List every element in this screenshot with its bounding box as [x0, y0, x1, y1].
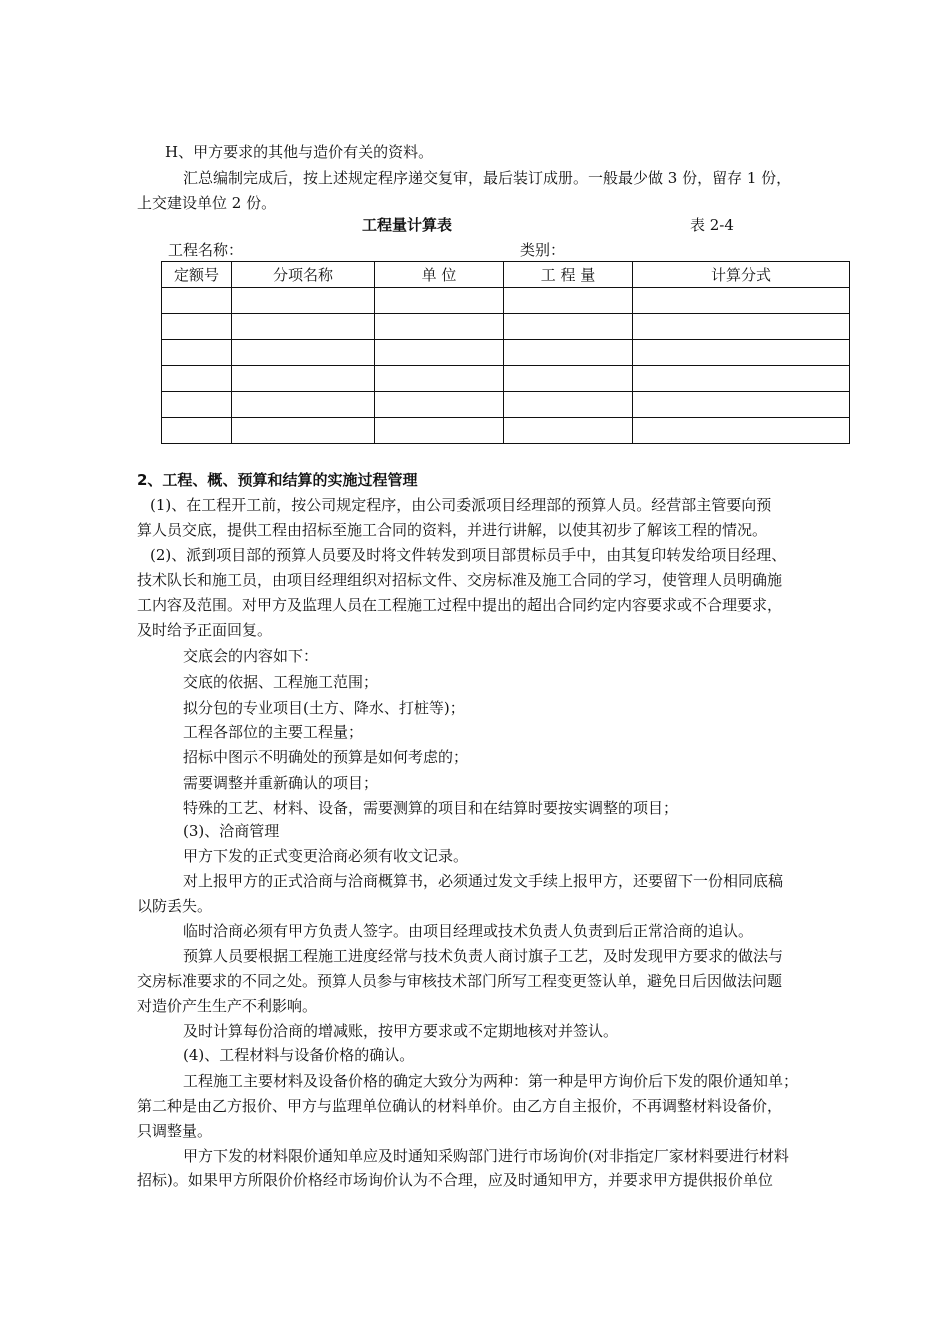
table-cell [232, 314, 375, 340]
table-cell [504, 340, 633, 366]
table-cell [162, 340, 232, 366]
item-h-text: H、甲方要求的其他与造价有关的资料。 [165, 143, 434, 161]
table-row [162, 340, 850, 366]
project-name-label: 工程名称： [168, 241, 244, 259]
table-cell [633, 418, 850, 444]
table-cell [162, 418, 232, 444]
table-cell [375, 418, 504, 444]
table-cell [375, 366, 504, 392]
section-2-line: 交房标准要求的不同之处。预算人员参与审核技术部门所写工程变更签认单，避免日后因做法问题 [137, 972, 783, 990]
table-cell [162, 314, 232, 340]
section-2-line: 甲方下发的材料限价通知单应及时通知采购部门进行市场询价(对非指定厂家材料要进行材料 [183, 1147, 789, 1165]
section-2-line: 拟分包的专业项目(土方、降水、打桩等)； [183, 699, 465, 717]
section-2-line: 对上报甲方的正式洽商与洽商概算书，必须通过发文手续上报甲方，还要留下一份相同底稿 [183, 872, 784, 890]
section-2-line: 交底的依据、工程施工范围； [183, 673, 379, 691]
table-row [162, 418, 850, 444]
section-2-line: 技术队长和施工员，由项目经理组织对招标文件、交房标准及施工合同的学习，使管理人员明确施 [137, 571, 783, 589]
section-2-line: 及时计算每份洽商的增减账，按甲方要求或不定期地核对并签认。 [183, 1022, 619, 1040]
table-title: 工程量计算表 [362, 216, 453, 234]
summary-text-line-2: 上交建设单位 2 份。 [137, 194, 277, 212]
table-row [162, 314, 850, 340]
header-item-name: 分项名称 [232, 262, 375, 288]
table-cell [633, 392, 850, 418]
section-2-line: 工内容及范围。对甲方及监理人员在工程施工过程中提出的超出合同约定内容要求或不合理要求， [137, 596, 783, 614]
table-cell [232, 340, 375, 366]
header-unit: 单 位 [375, 262, 504, 288]
table-cell [504, 392, 633, 418]
table-number: 表 2-4 [690, 216, 734, 234]
table-cell [633, 288, 850, 314]
table-cell [375, 392, 504, 418]
section-2-line: 招标中图示不明确处的预算是如何考虑的； [183, 748, 469, 766]
section-2-line: 以防丢失。 [137, 897, 213, 915]
section-2-line: (3)、洽商管理 [183, 822, 280, 840]
section-2-line: 甲方下发的正式变更洽商必须有收文记录。 [183, 847, 469, 865]
section-2-line: 工程施工主要材料及设备价格的确定大致分为两种：第一种是甲方询价后下发的限价通知单； [183, 1072, 799, 1090]
table-cell [162, 366, 232, 392]
section-2-line: (1)、在工程开工前，按公司规定程序，由公司委派项目经理部的预算人员。经营部主管要向预 [150, 496, 772, 514]
table-cell [375, 314, 504, 340]
table-cell [375, 340, 504, 366]
table-row [162, 392, 850, 418]
section-2-line: 只调整量。 [137, 1122, 213, 1140]
section-2-line: 特殊的工艺、材料、设备，需要测算的项目和在结算时要按实调整的项目； [183, 799, 679, 817]
table-cell [162, 288, 232, 314]
section-2-line: 第二种是由乙方报价、甲方与监理单位确认的材料单价。由乙方自主报价，不再调整材料设备价， [137, 1097, 783, 1115]
table-header-row [162, 262, 850, 288]
table-cell [633, 314, 850, 340]
table-row [162, 288, 850, 314]
section-2-line: 招标)。如果甲方所限价价格经市场询价认为不合理，应及时通知甲方，并要求甲方提供报价单位 [137, 1171, 773, 1189]
header-quota-no: 定额号 [162, 262, 232, 288]
section-2-line: 预算人员要根据工程施工进度经常与技术负责人商讨旗子工艺，及时发现甲方要求的做法与 [183, 947, 784, 965]
table-cell [162, 392, 232, 418]
header-formula: 计算分式 [633, 262, 850, 288]
table-cell [504, 366, 633, 392]
section-2-line: (4)、工程材料与设备价格的确认。 [183, 1046, 415, 1064]
table-cell [375, 288, 504, 314]
section-2-title: 2、工程、概、预算和结算的实施过程管理 [137, 471, 418, 489]
quantity-calculation-table [161, 261, 850, 444]
table-cell [504, 314, 633, 340]
table-row [162, 366, 850, 392]
table-cell [633, 366, 850, 392]
category-label: 类别： [520, 241, 566, 259]
section-2-line: 算人员交底，提供工程由招标至施工合同的资料，并进行讲解，以使其初步了解该工程的情况。 [137, 521, 768, 539]
table-cell [504, 418, 633, 444]
section-2-line: 工程各部位的主要工程量； [183, 723, 364, 741]
section-2-line: 需要调整并重新确认的项目； [183, 774, 379, 792]
header-quantity: 工 程 量 [504, 262, 633, 288]
table-cell [232, 392, 375, 418]
table-cell [504, 288, 633, 314]
section-2-line: (2)、派到项目部的预算人员要及时将文件转发到项目部贯标员手中，由其复印转发给项目经理、 [150, 546, 787, 564]
table-cell [633, 340, 850, 366]
section-2-line: 交底会的内容如下： [183, 647, 319, 665]
table-cell [232, 288, 375, 314]
summary-text-line-1: 汇总编制完成后，按上述规定程序递交复审，最后装订成册。一般最少做 3 份，留存 1 份， [183, 169, 792, 187]
section-2-line: 临时洽商必须有甲方负责人签字。由项目经理或技术负责人负责到后正常洽商的追认。 [183, 922, 754, 940]
section-2-line: 对造价产生生产不利影响。 [137, 997, 318, 1015]
section-2-line: 及时给予正面回复。 [137, 621, 273, 639]
table-cell [232, 418, 375, 444]
table-cell [232, 366, 375, 392]
